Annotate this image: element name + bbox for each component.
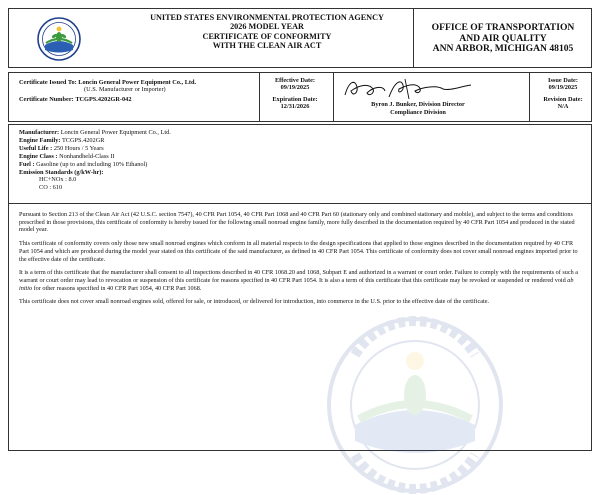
manufacturer-value: Loncin General Power Equipment Co., Ltd. <box>60 129 171 136</box>
terms-paragraph: This certificate does not cover small nonroad engines sold, offered for sale, or introduced, or delivered for introduction, into commerce in the U.S. prior to the effective date of the certificate. <box>19 298 490 306</box>
terms-italic-text: ab initio <box>19 276 574 292</box>
manufacturer-row <box>19 129 171 137</box>
engine-class-label: Engine Class : <box>19 152 58 160</box>
revision-date-value: N/A <box>557 103 569 111</box>
fuel-value: Gasoline (up to and including 10% Ethanol) <box>36 160 148 168</box>
manufacturer-label: Manufacturer: <box>19 129 60 136</box>
certificate-details <box>8 124 592 451</box>
issue-date-value: 09/19/2025 <box>548 84 578 92</box>
expiration-date-value: 12/31/2026 <box>280 103 310 111</box>
certificate-info <box>8 72 592 122</box>
expiration-date-label: Expiration Date: <box>272 95 318 103</box>
epa-seal-icon <box>37 17 81 61</box>
issued-to-label: Certificate Issued To: <box>19 79 77 86</box>
agency-title <box>129 13 405 51</box>
engine-family-row <box>19 137 171 145</box>
office-line: AND AIR QUALITY <box>459 32 547 44</box>
model-year-line: 2026 MODEL YEAR <box>230 22 304 32</box>
column-divider <box>333 73 334 121</box>
terms-text: for other reasons specified in 40 CFR Part 1054, 40 CFR Part 1068. <box>32 284 202 292</box>
revision-date-label: Revision Date: <box>543 95 583 103</box>
useful-life-row <box>19 145 171 153</box>
office-city-line: ANN ARBOR, MICHIGAN 48105 <box>432 43 574 55</box>
engine-class-row <box>19 153 171 161</box>
co-value: CO : 610 <box>39 184 63 192</box>
validity-dates <box>259 77 331 111</box>
engine-family-value: TCGPS.4202GR <box>61 136 105 144</box>
fuel-row <box>19 161 171 169</box>
issued-to-subtitle: (U.S. Manufacturer or Importer) <box>84 86 166 93</box>
certificate-terms <box>19 211 579 312</box>
header-divider <box>413 9 414 67</box>
issued-to-value: Loncin General Power Equipment Co., Ltd. <box>78 79 197 86</box>
useful-life-label: Useful Life : <box>19 144 53 152</box>
signer-division: Compliance Division <box>390 108 446 116</box>
section-divider <box>9 203 591 204</box>
hc-nox-value: HC+NOx : 8.0 <box>39 176 77 184</box>
epa-seal-watermark <box>325 315 505 495</box>
clean-air-act-line: WITH THE CLEAN AIR ACT <box>212 41 322 51</box>
issue-date-label: Issue Date: <box>548 77 578 84</box>
agency-line: UNITED STATES ENVIRONMENTAL PROTECTION AGENCY <box>150 13 384 22</box>
engine-specs <box>19 129 171 192</box>
signer-block <box>353 101 483 116</box>
effective-date-label: Effective Date: <box>274 77 316 84</box>
certificate-title-line: CERTIFICATE OF CONFORMITY <box>202 31 332 41</box>
office-line: OFFICE OF TRANSPORTATION <box>431 22 575 33</box>
terms-text: It is a term of this certificate that the manufacturer shall consent to all inspections described in 40 CFR 1068.20 and 1068, Subpart E and authorized in a warrant or court order. Failure to comply with the requirements of such a warrant or court order may lead to revocation or suspension of this certificate for reasons specified in 40 CFR Part 1054. It is also a term of this certificate that this certificate may be revoked or suspended or rendered void <box>19 269 578 284</box>
column-divider <box>529 73 530 121</box>
terms-paragraph: Pursuant to Section 213 of the Clean Air Act (42 U.S.C. section 7547), 40 CFR Part 1054, 40 CFR Part 1068 and 40 CFR Part 60 (stationary only and combined stationary and mobile), and subject to the terms and conditions prescribed in those provisions, this certificate of conformity is hereby issued for the following small nonroad engine family, more fully described in the documentation required by 40 CFR Part 1054 and produced in the stated model year. <box>19 211 575 234</box>
office-address <box>419 23 587 55</box>
terms-paragraph <box>19 269 579 292</box>
engine-family-label: Engine Family: <box>19 136 61 144</box>
signature-image <box>339 75 479 101</box>
terms-paragraph: This certificate of conformity covers only those new small nonroad engines which conform in all material respects to the design specifications that applied to those engines described in the documentation required by 40 CFR Part 1054 and which are produced during the model year stated on this certificate of the said manufacturer, as defined in 40 CFR Part 1054. This certificate of conformity does not cover small nonroad engines imported prior to the effective date of the certificate. <box>19 240 578 263</box>
engine-class-value: Nonhandheld-Class II <box>59 152 115 160</box>
certificate-number-label: Certificate Number: <box>19 96 74 103</box>
emission-standards-label: Emission Standards (g/kW-hr): <box>19 168 104 176</box>
fuel-label: Fuel : <box>19 160 35 168</box>
signer-name: Byron J. Bunker, Division Director <box>371 101 465 108</box>
certificate-header <box>8 8 592 68</box>
effective-date-value: 09/19/2025 <box>280 84 310 92</box>
certificate-number <box>19 96 131 104</box>
certificate-number-value: TCGPS.4202GR-042 <box>75 96 132 103</box>
issue-dates <box>535 77 591 111</box>
useful-life-value: 250 Hours / 5 Years <box>53 144 104 152</box>
